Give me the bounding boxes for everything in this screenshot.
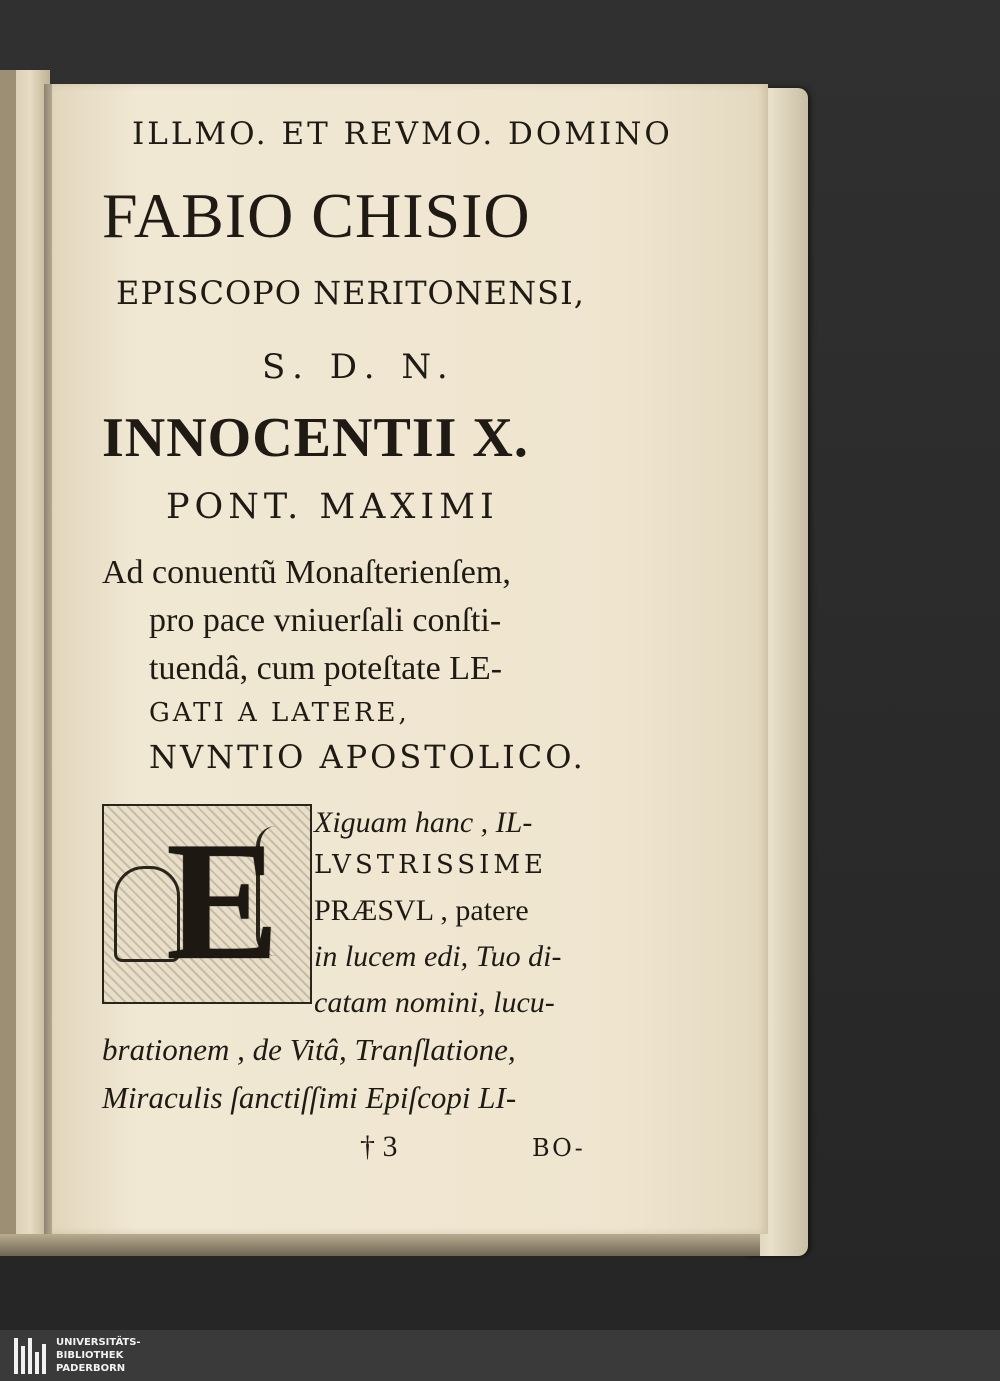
bishop-line: EPISCOPO NERITONENSI, [116, 274, 585, 312]
dedication-header: ILLMO. ET REVMO. DOMINO [132, 116, 673, 152]
decorated-initial [102, 804, 312, 1004]
purpose-line-2: pro pace vniuerſali conſti- [149, 602, 502, 639]
body-line-6: brationem , de Vitâ, Tranſlatione, [102, 1032, 516, 1067]
body-line-3: PRÆSVL , patere [314, 894, 529, 927]
pope-name: INNOCENTII X. [102, 407, 529, 469]
body-line-2: LVSTRISSIME [314, 850, 547, 880]
body-line-5: catam nomini, lucu- [314, 986, 555, 1019]
body-line-4: in lucem edi, Tuo di- [314, 940, 562, 973]
library-logo-text[interactable] [56, 1336, 141, 1375]
pont-line: PONT. MAXIMI [166, 487, 499, 527]
logo-line-1: UNIVERSITÄTS- [56, 1337, 141, 1348]
body-line-7: Miraculis ſanctiſſimi Epiſcopi LI- [102, 1080, 517, 1115]
library-footer [0, 1330, 1000, 1381]
bottom-page-edges [0, 1234, 760, 1256]
left-cover-edge [0, 70, 16, 1255]
initial-letter: E [166, 807, 280, 995]
catchword: BO- [532, 1134, 585, 1162]
nuntio-line: NVNTIO APOSTOLICO. [149, 738, 586, 776]
purpose-line-1: Ad conuentũ Monaſterienſem, [102, 554, 511, 591]
page-text [52, 84, 768, 1234]
sdn-line: S. D. N. [262, 347, 456, 387]
dedicatee-name: FABIO CHISIO [102, 180, 531, 251]
title-page [52, 84, 768, 1234]
purpose-line-3: tuendâ, cum poteſtate LE- [149, 650, 503, 687]
legate-line: GATI A LATERE, [149, 698, 410, 728]
library-bars-icon [14, 1338, 48, 1374]
logo-line-2: BIBLIOTHEK [56, 1350, 124, 1361]
signature-mark: † 3 [360, 1130, 398, 1163]
logo-line-3: PADERBORN [56, 1363, 126, 1374]
body-line-1: Xiguam hanc , IL- [314, 806, 533, 839]
